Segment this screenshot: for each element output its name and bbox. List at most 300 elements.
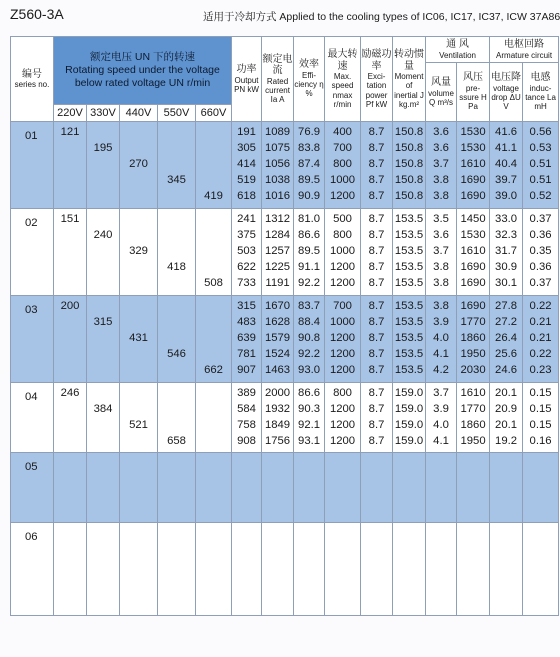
- series-row-05: [11, 453, 559, 523]
- voltage-660: 660V: [196, 105, 232, 122]
- value: 20.1: [495, 387, 518, 399]
- speed-cell: 195: [87, 122, 120, 209]
- value: 3.6: [433, 229, 449, 241]
- value: 81.0: [298, 213, 321, 225]
- value: 800: [333, 158, 352, 170]
- speed-cell: 200: [54, 296, 87, 383]
- value: 1000: [329, 316, 356, 328]
- hdr-vent-volume: 风量 volume Q m³/s: [426, 63, 457, 122]
- value: 3.7: [433, 387, 449, 399]
- value: 8.7: [368, 229, 385, 241]
- value: 8.7: [368, 300, 385, 312]
- value: 1690: [460, 190, 486, 202]
- value: 4.0: [433, 419, 449, 431]
- value: 3.6: [433, 142, 449, 154]
- inertia-cell: [393, 383, 426, 453]
- value: 8.7: [368, 435, 385, 447]
- value: 153.5: [394, 229, 424, 241]
- value: 1530: [460, 142, 486, 154]
- speed-cell: 658: [158, 383, 196, 453]
- value: 3.5: [433, 213, 449, 225]
- value: 375: [237, 229, 256, 241]
- value: 3.8: [433, 277, 449, 289]
- value: 89.5: [298, 174, 321, 186]
- speed-cell: [54, 453, 87, 523]
- value: 1038: [264, 174, 291, 186]
- speed-cell: 508: [196, 209, 232, 296]
- value: 700: [333, 300, 352, 312]
- value: 0.15: [529, 419, 552, 431]
- value: 89.5: [298, 245, 321, 257]
- speed-cell: [87, 523, 120, 616]
- value: 8.7: [368, 348, 385, 360]
- value: 1690: [460, 300, 486, 312]
- value: 1950: [460, 348, 486, 360]
- excitation-cell: [361, 122, 393, 209]
- value: 0.15: [529, 403, 552, 415]
- speed-cell: [87, 453, 120, 523]
- value: 1200: [329, 190, 356, 202]
- vent-volume-cell: [426, 209, 457, 296]
- series-no: 03: [11, 296, 54, 383]
- value: 153.5: [394, 261, 424, 273]
- value: 500: [333, 213, 352, 225]
- value: 1200: [329, 403, 356, 415]
- value: 153.5: [394, 316, 424, 328]
- max-speed-cell: [325, 209, 361, 296]
- speed-cell: 418: [158, 209, 196, 296]
- speed-cell: 521: [120, 383, 158, 453]
- arm-drop-cell: [490, 209, 523, 296]
- value: 83.7: [298, 300, 321, 312]
- value: 8.7: [368, 387, 385, 399]
- value: 40.4: [495, 158, 518, 170]
- value: 1860: [460, 332, 486, 344]
- arm-drop-cell: [490, 523, 523, 616]
- value: 0.37: [529, 213, 552, 225]
- value: 87.4: [298, 158, 321, 170]
- current-cell: [262, 453, 294, 523]
- max-speed-cell: [325, 523, 361, 616]
- value: 3.9: [433, 403, 449, 415]
- value: 1056: [264, 158, 291, 170]
- current-cell: [262, 383, 294, 453]
- value: 503: [237, 245, 256, 257]
- speed-cell: [196, 453, 232, 523]
- value: 153.5: [394, 332, 424, 344]
- value: 2030: [460, 364, 486, 376]
- series-row-04: [11, 383, 559, 453]
- efficiency-cell: [294, 453, 325, 523]
- value: 1284: [264, 229, 291, 241]
- efficiency-cell: [294, 383, 325, 453]
- value: 0.21: [529, 316, 552, 328]
- value: 90.9: [298, 190, 321, 202]
- value: 20.1: [495, 419, 518, 431]
- value: 1950: [460, 435, 486, 447]
- value: 584: [237, 403, 256, 415]
- speed-cell: [54, 523, 87, 616]
- value: 19.2: [495, 435, 518, 447]
- arm-drop-cell: [490, 122, 523, 209]
- vent-volume-cell: [426, 523, 457, 616]
- arm-induct-cell: [523, 209, 559, 296]
- value: 1770: [460, 403, 486, 415]
- value: 8.7: [368, 174, 385, 186]
- excitation-cell: [361, 453, 393, 523]
- speed-cell: 345: [158, 122, 196, 209]
- hdr-speed: 额定电压 UN 下的转速 Rotating speed under the voltage below rated voltage UN r/min: [54, 37, 232, 105]
- value: 1610: [460, 158, 486, 170]
- value: 153.5: [394, 245, 424, 257]
- vent-pressure-cell: [457, 523, 490, 616]
- value: 1200: [329, 261, 356, 273]
- arm-drop-cell: [490, 296, 523, 383]
- value: 1530: [460, 126, 486, 138]
- value: 483: [237, 316, 256, 328]
- hdr-ventilation: 通 风 Ventilation: [426, 37, 490, 63]
- excitation-cell: [361, 296, 393, 383]
- value: 241: [237, 213, 256, 225]
- voltage-220: 220V: [54, 105, 87, 122]
- value: 8.7: [368, 245, 385, 257]
- arm-drop-cell: [490, 453, 523, 523]
- value: 153.5: [394, 277, 424, 289]
- excitation-cell: [361, 383, 393, 453]
- value: 781: [237, 348, 256, 360]
- value: 159.0: [394, 419, 424, 431]
- value: 1610: [460, 245, 486, 257]
- speed-cell: [120, 453, 158, 523]
- value: 1524: [264, 348, 291, 360]
- value: 1200: [329, 364, 356, 376]
- value: 4.1: [433, 435, 449, 447]
- value: 315: [237, 300, 256, 312]
- value: 1690: [460, 174, 486, 186]
- vent-pressure-cell: [457, 383, 490, 453]
- value: 389: [237, 387, 256, 399]
- value: 1463: [264, 364, 291, 376]
- vent-pressure-cell: [457, 296, 490, 383]
- hdr-arm-inductance: 电感 induc-tance La mH: [523, 63, 559, 122]
- value: 0.51: [529, 174, 552, 186]
- hdr-efficiency: 效率 Effi-ciency η %: [294, 37, 325, 122]
- speed-cell: 315: [87, 296, 120, 383]
- value: 0.22: [529, 300, 552, 312]
- value: 1530: [460, 229, 486, 241]
- value: 90.8: [298, 332, 321, 344]
- value: 1756: [264, 435, 291, 447]
- hdr-vent-pressure: 风压 pre-ssure H Pa: [457, 63, 490, 122]
- value: 90.3: [298, 403, 321, 415]
- series-no: 02: [11, 209, 54, 296]
- value: 8.7: [368, 142, 385, 154]
- output-cell: [232, 209, 262, 296]
- value: 1690: [460, 261, 486, 273]
- value: 1016: [264, 190, 291, 202]
- value: 8.7: [368, 213, 385, 225]
- vent-pressure-cell: [457, 209, 490, 296]
- value: 0.16: [529, 435, 552, 447]
- value: 30.1: [495, 277, 518, 289]
- value: 0.56: [529, 126, 552, 138]
- hdr-inertia: 转动惯量 Moment of inertial J kg.m²: [393, 37, 426, 122]
- speed-cell: [196, 523, 232, 616]
- speed-cell: 240: [87, 209, 120, 296]
- series-row-02: [11, 209, 559, 296]
- speed-cell: [158, 523, 196, 616]
- value: 93.1: [298, 435, 321, 447]
- current-cell: [262, 523, 294, 616]
- value: 27.2: [495, 316, 518, 328]
- value: 91.1: [298, 261, 321, 273]
- series-no: 05: [11, 453, 54, 523]
- value: 150.8: [394, 142, 424, 154]
- efficiency-cell: [294, 122, 325, 209]
- hdr-armature: 电枢回路 Armature circuit: [490, 37, 559, 63]
- value: 1770: [460, 316, 486, 328]
- value: 150.8: [394, 174, 424, 186]
- value: 0.36: [529, 261, 552, 273]
- value: 8.7: [368, 261, 385, 273]
- value: 400: [333, 126, 352, 138]
- arm-induct-cell: [523, 453, 559, 523]
- inertia-cell: [393, 296, 426, 383]
- value: 1225: [264, 261, 291, 273]
- value: 83.8: [298, 142, 321, 154]
- value: 153.5: [394, 348, 424, 360]
- value: 0.52: [529, 190, 552, 202]
- value: 0.21: [529, 332, 552, 344]
- value: 0.23: [529, 364, 552, 376]
- speed-cell: [120, 523, 158, 616]
- voltage-440: 440V: [120, 105, 158, 122]
- arm-induct-cell: [523, 383, 559, 453]
- value: 1000: [329, 245, 356, 257]
- value: 800: [333, 387, 352, 399]
- vent-volume-cell: [426, 383, 457, 453]
- value: 1610: [460, 387, 486, 399]
- value: 1200: [329, 277, 356, 289]
- inertia-cell: [393, 122, 426, 209]
- speed-cell: 246: [54, 383, 87, 453]
- value: 1932: [264, 403, 291, 415]
- value: 31.7: [495, 245, 518, 257]
- value: 93.0: [298, 364, 321, 376]
- vent-pressure-cell: [457, 122, 490, 209]
- value: 150.8: [394, 126, 424, 138]
- vent-pressure-cell: [457, 453, 490, 523]
- value: 92.1: [298, 419, 321, 431]
- value: 800: [333, 229, 352, 241]
- value: 33.0: [495, 213, 518, 225]
- speed-cell: 270: [120, 122, 158, 209]
- efficiency-cell: [294, 209, 325, 296]
- excitation-cell: [361, 209, 393, 296]
- value: 758: [237, 419, 256, 431]
- value: 4.1: [433, 348, 449, 360]
- value: 1579: [264, 332, 291, 344]
- value: 3.8: [433, 300, 449, 312]
- speed-cell: 329: [120, 209, 158, 296]
- value: 1089: [264, 126, 291, 138]
- value: 153.5: [394, 364, 424, 376]
- value: 92.2: [298, 348, 321, 360]
- value: 1628: [264, 316, 291, 328]
- value: 159.0: [394, 387, 424, 399]
- speed-cell: 419: [196, 122, 232, 209]
- value: 32.3: [495, 229, 518, 241]
- series-row-06: [11, 523, 559, 616]
- value: 1312: [264, 213, 291, 225]
- hdr-max-speed: 最大转速 Max. speed nmax r/min: [325, 37, 361, 122]
- value: 3.8: [433, 261, 449, 273]
- value: 150.8: [394, 158, 424, 170]
- cooling-types-note: 适用于冷却方式 Applied to the cooling types of IC06, IC17, IC37, ICW 37A86: [203, 11, 560, 23]
- speed-cell: 121: [54, 122, 87, 209]
- header-row-1: [11, 37, 559, 63]
- value: 3.6: [433, 126, 449, 138]
- value: 1075: [264, 142, 291, 154]
- value: 700: [333, 142, 352, 154]
- value: 618: [237, 190, 256, 202]
- speed-cell: 431: [120, 296, 158, 383]
- value: 8.7: [368, 332, 385, 344]
- value: 8.7: [368, 126, 385, 138]
- output-cell: [232, 383, 262, 453]
- value: 8.7: [368, 190, 385, 202]
- vent-volume-cell: [426, 296, 457, 383]
- arm-induct-cell: [523, 122, 559, 209]
- value: 1450: [460, 213, 486, 225]
- value: 0.53: [529, 142, 552, 154]
- model-title: Z560-3A: [10, 6, 64, 22]
- series-no: 01: [11, 122, 54, 209]
- value: 86.6: [298, 387, 321, 399]
- value: 39.7: [495, 174, 518, 186]
- series-row-03: [11, 296, 559, 383]
- value: 8.7: [368, 403, 385, 415]
- inertia-cell: [393, 209, 426, 296]
- output-cell: [232, 453, 262, 523]
- hdr-series: 编号 series no.: [11, 37, 54, 122]
- value: 4.0: [433, 332, 449, 344]
- value: 8.7: [368, 419, 385, 431]
- value: 0.35: [529, 245, 552, 257]
- value: 1860: [460, 419, 486, 431]
- value: 26.4: [495, 332, 518, 344]
- value: 3.8: [433, 174, 449, 186]
- speed-cell: 546: [158, 296, 196, 383]
- speed-cell: [158, 453, 196, 523]
- arm-induct-cell: [523, 296, 559, 383]
- series-row-01: [11, 122, 559, 209]
- speed-cell: 662: [196, 296, 232, 383]
- value: 191: [237, 126, 256, 138]
- inertia-cell: [393, 523, 426, 616]
- value: 1670: [264, 300, 291, 312]
- hdr-excitation: 励磁功率 Exci-tation power Pf kW: [361, 37, 393, 122]
- voltage-330: 330V: [87, 105, 120, 122]
- voltage-550: 550V: [158, 105, 196, 122]
- arm-drop-cell: [490, 383, 523, 453]
- vent-volume-cell: [426, 453, 457, 523]
- value: 0.36: [529, 229, 552, 241]
- value: 639: [237, 332, 256, 344]
- value: 0.51: [529, 158, 552, 170]
- value: 8.7: [368, 364, 385, 376]
- value: 622: [237, 261, 256, 273]
- max-speed-cell: [325, 296, 361, 383]
- efficiency-cell: [294, 523, 325, 616]
- value: 150.8: [394, 190, 424, 202]
- value: 305: [237, 142, 256, 154]
- max-speed-cell: [325, 453, 361, 523]
- value: 1200: [329, 348, 356, 360]
- value: 1200: [329, 435, 356, 447]
- value: 1191: [265, 277, 290, 289]
- value: 3.9: [433, 316, 449, 328]
- value: 908: [237, 435, 256, 447]
- value: 39.0: [495, 190, 518, 202]
- output-cell: [232, 122, 262, 209]
- value: 27.8: [495, 300, 518, 312]
- current-cell: [262, 296, 294, 383]
- value: 1200: [329, 419, 356, 431]
- value: 1849: [264, 419, 291, 431]
- spec-table: [10, 36, 559, 616]
- output-cell: [232, 296, 262, 383]
- speed-cell: 151: [54, 209, 87, 296]
- value: 0.22: [529, 348, 552, 360]
- output-cell: [232, 523, 262, 616]
- max-speed-cell: [325, 122, 361, 209]
- value: 519: [237, 174, 256, 186]
- value: 0.15: [529, 387, 552, 399]
- speed-cell: 384: [87, 383, 120, 453]
- value: 1000: [329, 174, 356, 186]
- value: 20.9: [495, 403, 518, 415]
- value: 3.7: [433, 158, 449, 170]
- current-cell: [262, 122, 294, 209]
- value: 3.7: [433, 245, 449, 257]
- efficiency-cell: [294, 296, 325, 383]
- value: 0.37: [529, 277, 552, 289]
- arm-induct-cell: [523, 523, 559, 616]
- hdr-output: 功率 Output PN kW: [232, 37, 262, 122]
- series-no: 06: [11, 523, 54, 616]
- hdr-current: 额定电流 Rated current Ia A: [262, 37, 294, 122]
- speed-cell: [196, 383, 232, 453]
- value: 159.0: [394, 403, 424, 415]
- value: 1257: [264, 245, 291, 257]
- excitation-cell: [361, 523, 393, 616]
- value: 159.0: [394, 435, 424, 447]
- inertia-cell: [393, 453, 426, 523]
- current-cell: [262, 209, 294, 296]
- vent-volume-cell: [426, 122, 457, 209]
- value: 733: [237, 277, 256, 289]
- value: 1690: [460, 277, 486, 289]
- series-no: 04: [11, 383, 54, 453]
- value: 8.7: [368, 316, 385, 328]
- value: 88.4: [298, 316, 321, 328]
- value: 24.6: [495, 364, 518, 376]
- value: 153.5: [394, 300, 424, 312]
- value: 907: [237, 364, 256, 376]
- value: 2000: [264, 387, 291, 399]
- hdr-arm-drop: 电压降 voltage drop ΔU V: [490, 63, 523, 122]
